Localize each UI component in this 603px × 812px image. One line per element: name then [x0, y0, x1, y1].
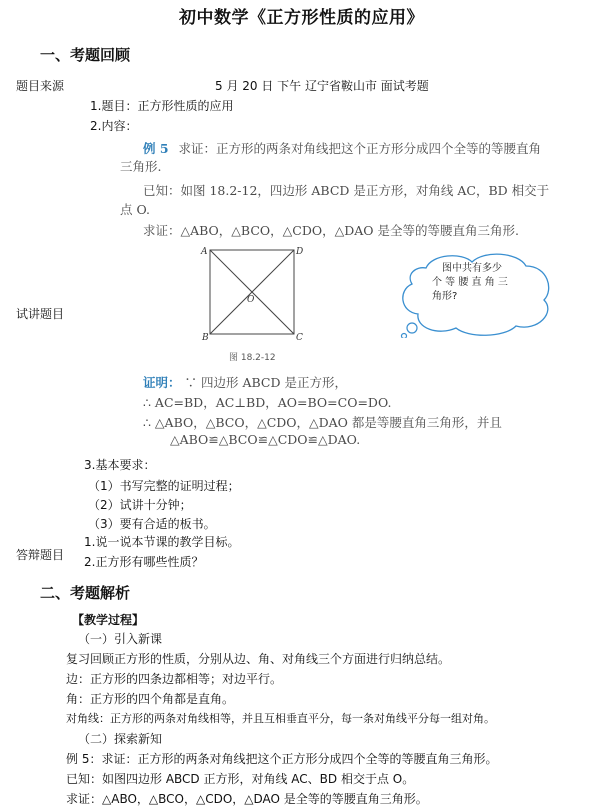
part1-heading: （一）引入新课 [78, 632, 163, 646]
part1-paragraph4: 对角线：正方形的两条对角线相等，并且互相垂直平分，每一条对角线平分每一组对角。 [66, 712, 495, 725]
bubble-line2: 个 等 腰 直 角 三 [432, 277, 508, 288]
section-heading-analysis: 二、考题解析 [40, 584, 131, 602]
figure-caption: 图 18.2-12 [229, 353, 276, 363]
part2-heading: （二）探索新知 [78, 732, 163, 746]
part1-paragraph1: 复习回顾正方形的性质，分别从边、角、对角线三个方面进行归纳总结。 [66, 652, 451, 666]
part1-paragraph3: 角：正方形的四个角都是直角。 [66, 692, 235, 706]
section-heading-review: 一、考题回顾 [40, 46, 131, 64]
label-trial: 试讲题目 [16, 307, 65, 321]
bubble-line1: 图中共有多少 [442, 263, 502, 274]
part1-paragraph2: 边：正方形的四条边都相等；对边平行。 [66, 672, 283, 686]
vertex-d: D [296, 247, 304, 257]
teaching-process-heading: 【教学过程】 [72, 613, 145, 627]
vertex-b: B [202, 333, 209, 343]
proof-line3: ∴ △ABO，△BCO，△CDO，△DAO 都是等腰直角三角形，并且 [143, 415, 502, 430]
item-content: 2.内容： [90, 119, 138, 133]
requirement-3: （3）要有合适的板书。 [88, 517, 216, 531]
bubble-line3: 角形? [432, 291, 458, 302]
book-example-line2: 三角形. [120, 159, 162, 174]
page-title: 初中数学《正方形性质的应用》 [179, 8, 424, 28]
defense-question-2: 2.正方形有哪些性质？ [84, 555, 204, 569]
bubble-dot-small [402, 334, 407, 339]
label-defense: 答辩题目 [16, 548, 65, 562]
square-diagram [200, 244, 306, 358]
center-o: O [247, 295, 255, 305]
vertex-c: C [296, 333, 303, 343]
bubble-dot-large [407, 323, 417, 333]
item-topic: 1.题目：正方形性质的应用 [90, 99, 234, 113]
item-requirements: 3.基本要求： [84, 458, 156, 472]
proof-line2: ∴ AC=BD，AC⊥BD，AO=BO=CO=DO. [143, 395, 392, 410]
part2-paragraph2: 已知：如图四边形 ABCD 正方形，对角线 AC、BD 相交于点 O。 [66, 772, 415, 786]
part2-paragraph3: 求证：△ABO，△BCO，△CDO，△DAO 是全等的等腰直角三角形。 [66, 792, 428, 806]
book-prove: 求证：△ABO，△BCO，△CDO，△DAO 是全等的等腰直角三角形. [143, 223, 519, 238]
requirement-2: （2）试讲十分钟； [88, 498, 192, 512]
proof-tag: 证明： [143, 375, 181, 390]
example-tag: 例 5 [143, 141, 169, 156]
proof-line1 [143, 373, 347, 391]
example-text: 求证：正方形的两条对角线把这个正方形分成四个全等的等腰直角 [178, 141, 542, 156]
book-example-line1 [143, 139, 541, 157]
book-given-line2: 点 O. [120, 202, 150, 217]
defense-question-1: 1.说一说本节课的教学目标。 [84, 535, 240, 549]
proof-text1: ∵ 四边形 ABCD 是正方形， [184, 375, 347, 390]
book-given-line1: 已知：如图 18.2-12，四边形 ABCD 是正方形，对角线 AC，BD 相交于 [143, 183, 550, 198]
part2-paragraph1: 例 5：求证：正方形的两条对角线把这个正方形分成四个全等的等腰直角三角形。 [66, 752, 498, 766]
source-info: 5 月 20 日 下午 辽宁省鞍山市 面试考题 [215, 79, 429, 93]
label-source: 题目来源 [16, 79, 65, 93]
proof-line4: △ABO≌△BCO≌△CDO≌△DAO. [170, 432, 361, 447]
bubble-text [432, 262, 508, 304]
requirement-1: （1）书写完整的证明过程； [88, 479, 240, 493]
vertex-a: A [201, 247, 208, 257]
